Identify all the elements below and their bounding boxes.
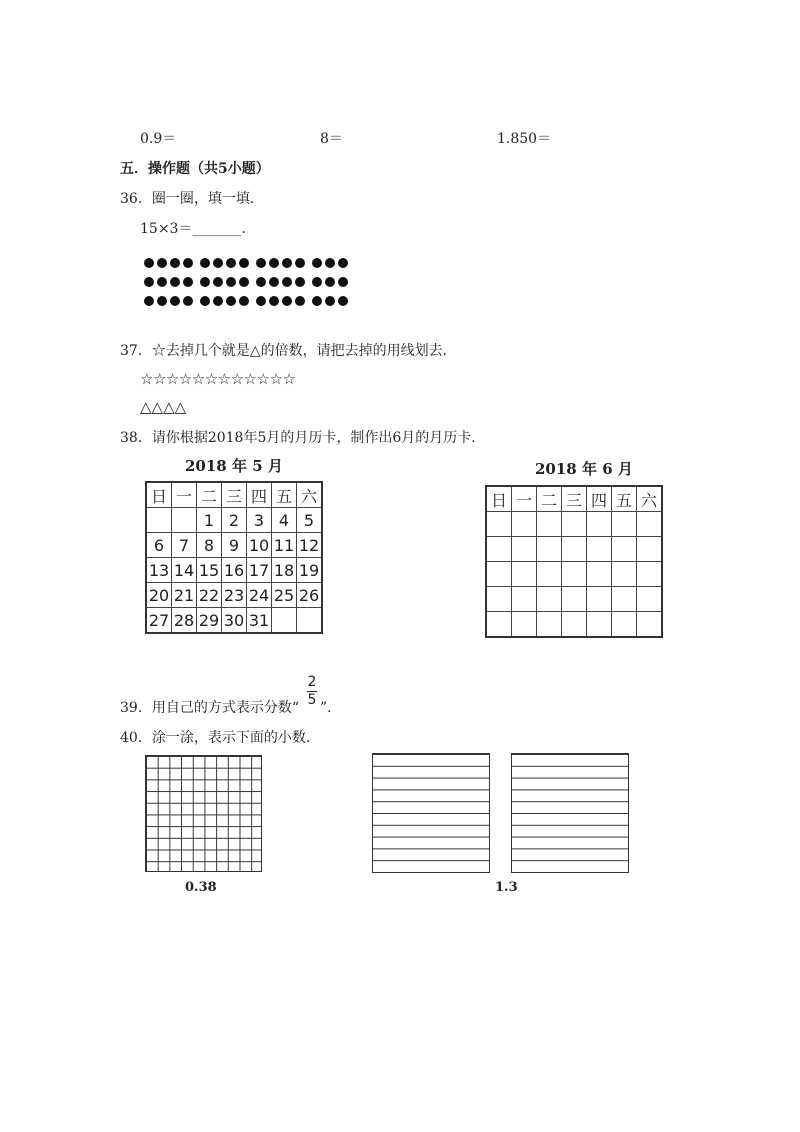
weekday-header: 四	[247, 482, 272, 508]
weekday-header: 二	[197, 482, 222, 508]
dot[interactable]	[338, 277, 348, 287]
dot-array	[144, 253, 351, 310]
calendar-cell: 29	[197, 608, 222, 634]
june-calendar	[485, 485, 663, 638]
calendar-cell: 18	[272, 558, 297, 583]
dot[interactable]	[312, 258, 322, 268]
calendar-cell[interactable]	[512, 612, 537, 638]
calendar-cell: 21	[172, 583, 197, 608]
prev-item-3: 1.850＝	[497, 131, 552, 147]
calendar-cell	[172, 508, 197, 533]
calendar-cell[interactable]	[612, 537, 637, 562]
dot[interactable]	[282, 277, 292, 287]
calendar-cell: 4	[272, 508, 297, 533]
calendar-cell[interactable]	[486, 537, 512, 562]
calendar-cell[interactable]	[562, 537, 587, 562]
calendar-cell[interactable]	[537, 587, 562, 612]
calendar-cell: 1	[197, 508, 222, 533]
calendar-cell	[297, 608, 323, 634]
dot-row	[144, 272, 351, 291]
calendar-cell[interactable]	[587, 587, 612, 612]
dot[interactable]	[213, 296, 223, 306]
dot[interactable]	[226, 296, 236, 306]
may-calendar-title: 2018 年 5 月	[185, 457, 283, 475]
calendar-cell[interactable]	[637, 587, 663, 612]
weekday-header: 日	[486, 486, 512, 512]
calendar-cell[interactable]	[562, 612, 587, 638]
q37-text: 37．☆去掉几个就是△的倍数，请把去掉的用线划去．	[120, 343, 457, 359]
section-title: 五．操作题（共5小题）	[120, 161, 270, 177]
calendar-cell[interactable]	[562, 587, 587, 612]
calendar-cell: 31	[247, 608, 272, 634]
dot[interactable]	[144, 296, 154, 306]
q39-text	[120, 697, 299, 717]
calendar-cell: 20	[146, 583, 172, 608]
calendar-cell[interactable]	[537, 537, 562, 562]
calendar-cell: 23	[222, 583, 247, 608]
strip-box-1[interactable]	[372, 753, 490, 873]
calendar-cell[interactable]	[512, 562, 537, 587]
weekday-header: 五	[272, 482, 297, 508]
q37-stars: ☆☆☆☆☆☆☆☆☆☆☆☆	[140, 370, 296, 388]
prev-item-1: 0.9＝	[140, 131, 177, 147]
label-038: 0.38	[185, 880, 217, 895]
q40-text: 40．涂一涂，表示下面的小数．	[120, 730, 320, 746]
label-13: 1.3	[495, 880, 518, 895]
calendar-cell[interactable]	[637, 612, 663, 638]
fraction-numerator: 2	[307, 674, 317, 690]
dot[interactable]	[170, 296, 180, 306]
calendar-cell: 17	[247, 558, 272, 583]
calendar-cell[interactable]	[637, 562, 663, 587]
dot[interactable]	[295, 296, 305, 306]
dot[interactable]	[157, 277, 167, 287]
dot[interactable]	[269, 296, 279, 306]
dot[interactable]	[200, 296, 210, 306]
calendar-cell[interactable]	[612, 562, 637, 587]
dot[interactable]	[200, 258, 210, 268]
dot[interactable]	[269, 277, 279, 287]
q36-equation-text: 15×3＝	[140, 221, 193, 237]
weekday-header: 二	[537, 486, 562, 512]
q36-text: 36．圈一圈，填一填．	[120, 191, 264, 207]
calendar-cell: 15	[197, 558, 222, 583]
dot[interactable]	[239, 258, 249, 268]
q39-text-before: 39．用自己的方式表示分数“	[120, 700, 299, 716]
calendar-cell[interactable]	[612, 512, 637, 537]
dot[interactable]	[213, 277, 223, 287]
calendar-cell[interactable]	[486, 612, 512, 638]
calendar-cell[interactable]	[486, 587, 512, 612]
calendar-cell[interactable]	[637, 512, 663, 537]
calendar-cell: 2	[222, 508, 247, 533]
calendar-cell[interactable]	[612, 612, 637, 638]
dot[interactable]	[226, 258, 236, 268]
dot[interactable]	[256, 277, 266, 287]
dot[interactable]	[183, 296, 193, 306]
calendar-cell: 14	[172, 558, 197, 583]
hundred-grid[interactable]	[145, 755, 262, 872]
q36-answer-blank[interactable]: _______	[192, 221, 242, 237]
weekday-header: 三	[222, 482, 247, 508]
dot-row	[144, 253, 351, 272]
dot[interactable]	[157, 258, 167, 268]
dot[interactable]	[295, 258, 305, 268]
calendar-cell[interactable]	[512, 512, 537, 537]
dot[interactable]	[338, 258, 348, 268]
dot[interactable]	[183, 277, 193, 287]
calendar-cell: 13	[146, 558, 172, 583]
dot[interactable]	[256, 258, 266, 268]
dot[interactable]	[325, 296, 335, 306]
calendar-cell: 9	[222, 533, 247, 558]
q36-equation-end: ．	[241, 221, 256, 237]
dot[interactable]	[282, 258, 292, 268]
calendar-cell: 7	[172, 533, 197, 558]
dot[interactable]	[170, 277, 180, 287]
dot[interactable]	[325, 277, 335, 287]
calendar-cell: 26	[297, 583, 323, 608]
calendar-cell: 6	[146, 533, 172, 558]
calendar-cell[interactable]	[587, 537, 612, 562]
dot[interactable]	[200, 277, 210, 287]
calendar-cell: 3	[247, 508, 272, 533]
dot[interactable]	[256, 296, 266, 306]
calendar-cell: 16	[222, 558, 247, 583]
weekday-header: 五	[612, 486, 637, 512]
dot[interactable]	[144, 258, 154, 268]
calendar-cell: 8	[197, 533, 222, 558]
q39-text-after: ”．	[320, 700, 342, 716]
calendar-cell[interactable]	[512, 587, 537, 612]
fraction-denominator: 5	[307, 692, 317, 708]
weekday-header: 一	[172, 482, 197, 508]
calendar-cell[interactable]	[562, 512, 587, 537]
weekday-header: 六	[297, 482, 323, 508]
calendar-cell: 11	[272, 533, 297, 558]
q38-text: 38．请你根据2018年5月的月历卡，制作出6月的月历卡．	[120, 430, 486, 446]
strip-box-2[interactable]	[511, 753, 629, 873]
dot[interactable]	[144, 277, 154, 287]
calendar-cell[interactable]	[537, 612, 562, 638]
weekday-header: 日	[146, 482, 172, 508]
q37-triangles: △△△△	[140, 398, 187, 416]
dot[interactable]	[226, 277, 236, 287]
calendar-cell[interactable]	[562, 562, 587, 587]
calendar-cell[interactable]	[486, 512, 512, 537]
calendar-cell: 5	[297, 508, 323, 533]
calendar-cell[interactable]	[486, 562, 512, 587]
q36-equation	[140, 218, 255, 238]
dot[interactable]	[312, 296, 322, 306]
dot-row	[144, 291, 351, 310]
weekday-header: 六	[637, 486, 663, 512]
dot[interactable]	[239, 296, 249, 306]
calendar-cell	[272, 608, 297, 634]
dot[interactable]	[157, 296, 167, 306]
calendar-cell[interactable]	[637, 537, 663, 562]
dot[interactable]	[213, 258, 223, 268]
calendar-cell: 10	[247, 533, 272, 558]
dot[interactable]	[282, 296, 292, 306]
calendar-cell: 12	[297, 533, 323, 558]
weekday-header: 三	[562, 486, 587, 512]
calendar-cell: 25	[272, 583, 297, 608]
calendar-cell: 27	[146, 608, 172, 634]
calendar-cell[interactable]	[587, 562, 612, 587]
calendar-cell: 22	[197, 583, 222, 608]
dot[interactable]	[183, 258, 193, 268]
may-calendar	[145, 481, 323, 634]
calendar-cell[interactable]	[587, 512, 612, 537]
calendar-cell: 30	[222, 608, 247, 634]
calendar-cell: 28	[172, 608, 197, 634]
calendar-cell[interactable]	[587, 612, 612, 638]
dot[interactable]	[312, 277, 322, 287]
calendar-cell[interactable]	[537, 512, 562, 537]
dot[interactable]	[295, 277, 305, 287]
weekday-header: 四	[587, 486, 612, 512]
calendar-cell: 24	[247, 583, 272, 608]
dot[interactable]	[239, 277, 249, 287]
weekday-header: 一	[512, 486, 537, 512]
calendar-cell[interactable]	[612, 587, 637, 612]
dot[interactable]	[338, 296, 348, 306]
dot[interactable]	[170, 258, 180, 268]
q39-fraction	[305, 675, 319, 708]
calendar-cell[interactable]	[512, 537, 537, 562]
calendar-cell[interactable]	[537, 562, 562, 587]
calendar-cell	[146, 508, 172, 533]
dot[interactable]	[325, 258, 335, 268]
june-calendar-title: 2018 年 6 月	[535, 460, 633, 478]
calendar-cell: 19	[297, 558, 323, 583]
prev-item-2: 8＝	[320, 131, 343, 147]
dot[interactable]	[269, 258, 279, 268]
